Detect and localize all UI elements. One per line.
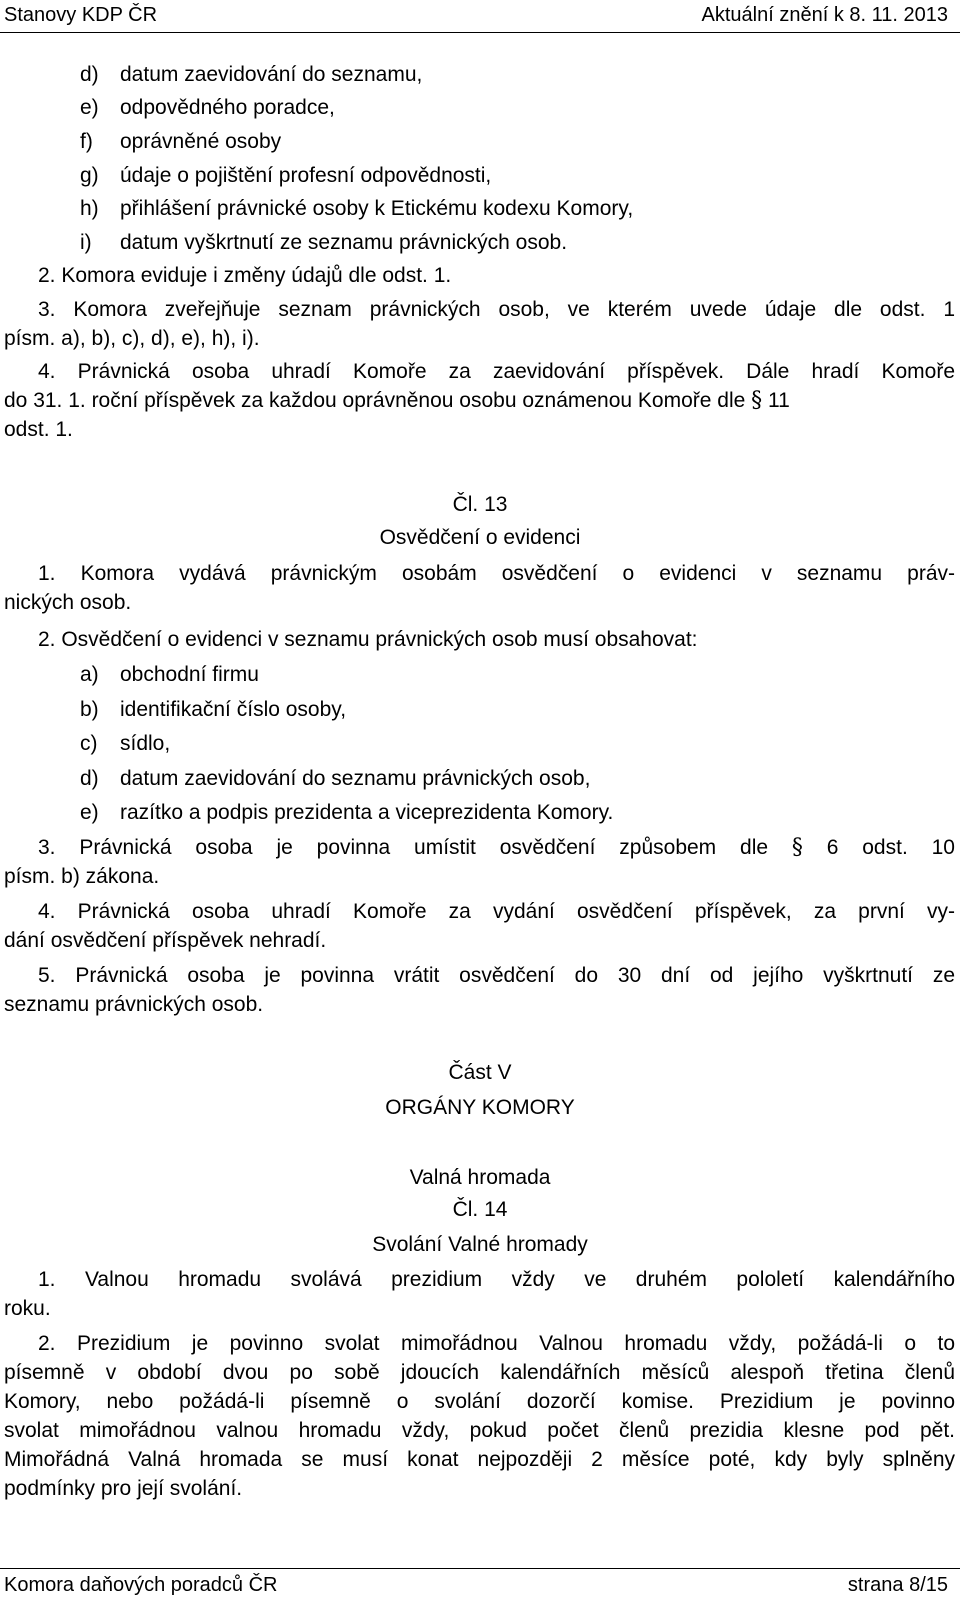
paragraph-line: podmínky pro její svolání.	[4, 1477, 243, 1500]
list-item: b) identifikační číslo osoby,	[80, 698, 347, 721]
paragraph-line: 1. Valnou hromadu svolává prezidium vždy ve druhém pololetí kalendářního	[38, 1268, 955, 1291]
paragraph-line: 4. Právnická osoba uhradí Komoře za vydání osvědčení příspěvek, za první vy-	[38, 900, 955, 923]
paragraph-line: nických osob.	[4, 591, 132, 614]
list-item: e) razítko a podpis prezidenta a viceprezidenta Komory.	[80, 801, 614, 824]
article-title: Osvědčení o evidenci	[379, 526, 581, 549]
header-revision-date: Aktuální znění k 8. 11. 2013	[701, 4, 948, 26]
list-item: i) datum vyškrtnutí ze seznamu právnických osob.	[80, 231, 568, 254]
section-sign-icon: §	[751, 388, 763, 413]
paragraph-line: svolat mimořádnou valnou hromadu vždy, pokud počet členů prezidia klesne pod pět.	[4, 1419, 955, 1442]
paragraph-line: dání osvědčení příspěvek nehradí.	[4, 929, 327, 952]
header-doc-title: Stanovy KDP ČR	[4, 4, 158, 26]
chapter-heading: Valná hromada	[409, 1166, 551, 1189]
paragraph-line: 5. Právnická osoba je povinna vrátit osvědčení do 30 dní od jejího vyškrtnutí ze	[38, 964, 955, 987]
paragraph-line: do 31. 1. roční příspěvek za každou oprávněnou osobu oznámenou Komoře dle § 11	[4, 388, 790, 413]
part-number: Část V	[448, 1061, 512, 1084]
paragraph-line: písm. b) zákona.	[4, 865, 160, 888]
footer-page-number: strana 8/15	[847, 1574, 948, 1596]
paragraph-line: 3. Komora zveřejňuje seznam právnických osob, ve kterém uvede údaje dle odst. 1	[38, 298, 955, 321]
section-sign-icon: §	[791, 835, 803, 860]
article-number: Čl. 13	[452, 493, 508, 516]
page-header	[0, 0, 960, 33]
article-title: Svolání Valné hromady	[372, 1233, 588, 1256]
list-item: e) odpovědného poradce,	[80, 96, 335, 119]
paragraph-line: odst. 1.	[4, 418, 73, 441]
part-title: ORGÁNY KOMORY	[385, 1096, 575, 1119]
paragraph-line: písm. a), b), c), d), e), h), i).	[4, 327, 260, 350]
paragraph-line: 2. Prezidium je povinno svolat mimořádnou Valnou hromadu vždy, požádá-li o to	[38, 1332, 955, 1355]
list-item: d) datum zaevidování do seznamu,	[80, 63, 423, 86]
footer-organization: Komora daňových poradců ČR	[4, 1574, 278, 1596]
list-item: d) datum zaevidování do seznamu právnických osob,	[80, 767, 591, 790]
list-item: h) přihlášení právnické osoby k Etickému kodexu Komory,	[80, 197, 634, 220]
list-item: g) údaje o pojištění profesní odpovědnosti,	[80, 164, 492, 187]
article-number: Čl. 14	[452, 1198, 508, 1221]
paragraph-line: Mimořádná Valná hromada se musí konat nejpozději 2 měsíce poté, kdy byly splněny	[4, 1448, 955, 1471]
paragraph-line: 3. Právnická osoba je povinna umístit osvědčení způsobem dle § 6 odst. 10	[38, 835, 955, 860]
paragraph: 2. Komora eviduje i změny údajů dle odst. 1.	[38, 264, 452, 287]
paragraph-line: roku.	[4, 1297, 51, 1320]
paragraph-line: Komory, nebo požádá-li písemně o svolání dozorčí komise. Prezidium je povinno	[4, 1390, 955, 1413]
list-item: c) sídlo,	[80, 732, 171, 755]
page-footer	[0, 1568, 960, 1594]
paragraph-line: 1. Komora vydává právnickým osobám osvědčení o evidenci v seznamu práv-	[38, 562, 955, 585]
list-item: f) oprávněné osoby	[80, 130, 282, 153]
paragraph-line: seznamu právnických osob.	[4, 993, 264, 1016]
paragraph-line: 4. Právnická osoba uhradí Komoře za zaevidování příspěvek. Dále hradí Komoře	[38, 360, 955, 383]
list-item: a) obchodní firmu	[80, 663, 259, 686]
paragraph: 2. Osvědčení o evidenci v seznamu právnických osob musí obsahovat:	[38, 628, 698, 651]
paragraph-line: písemně v období dvou po sobě jdoucích kalendářních měsíců alespoň třetina členů	[4, 1361, 955, 1384]
